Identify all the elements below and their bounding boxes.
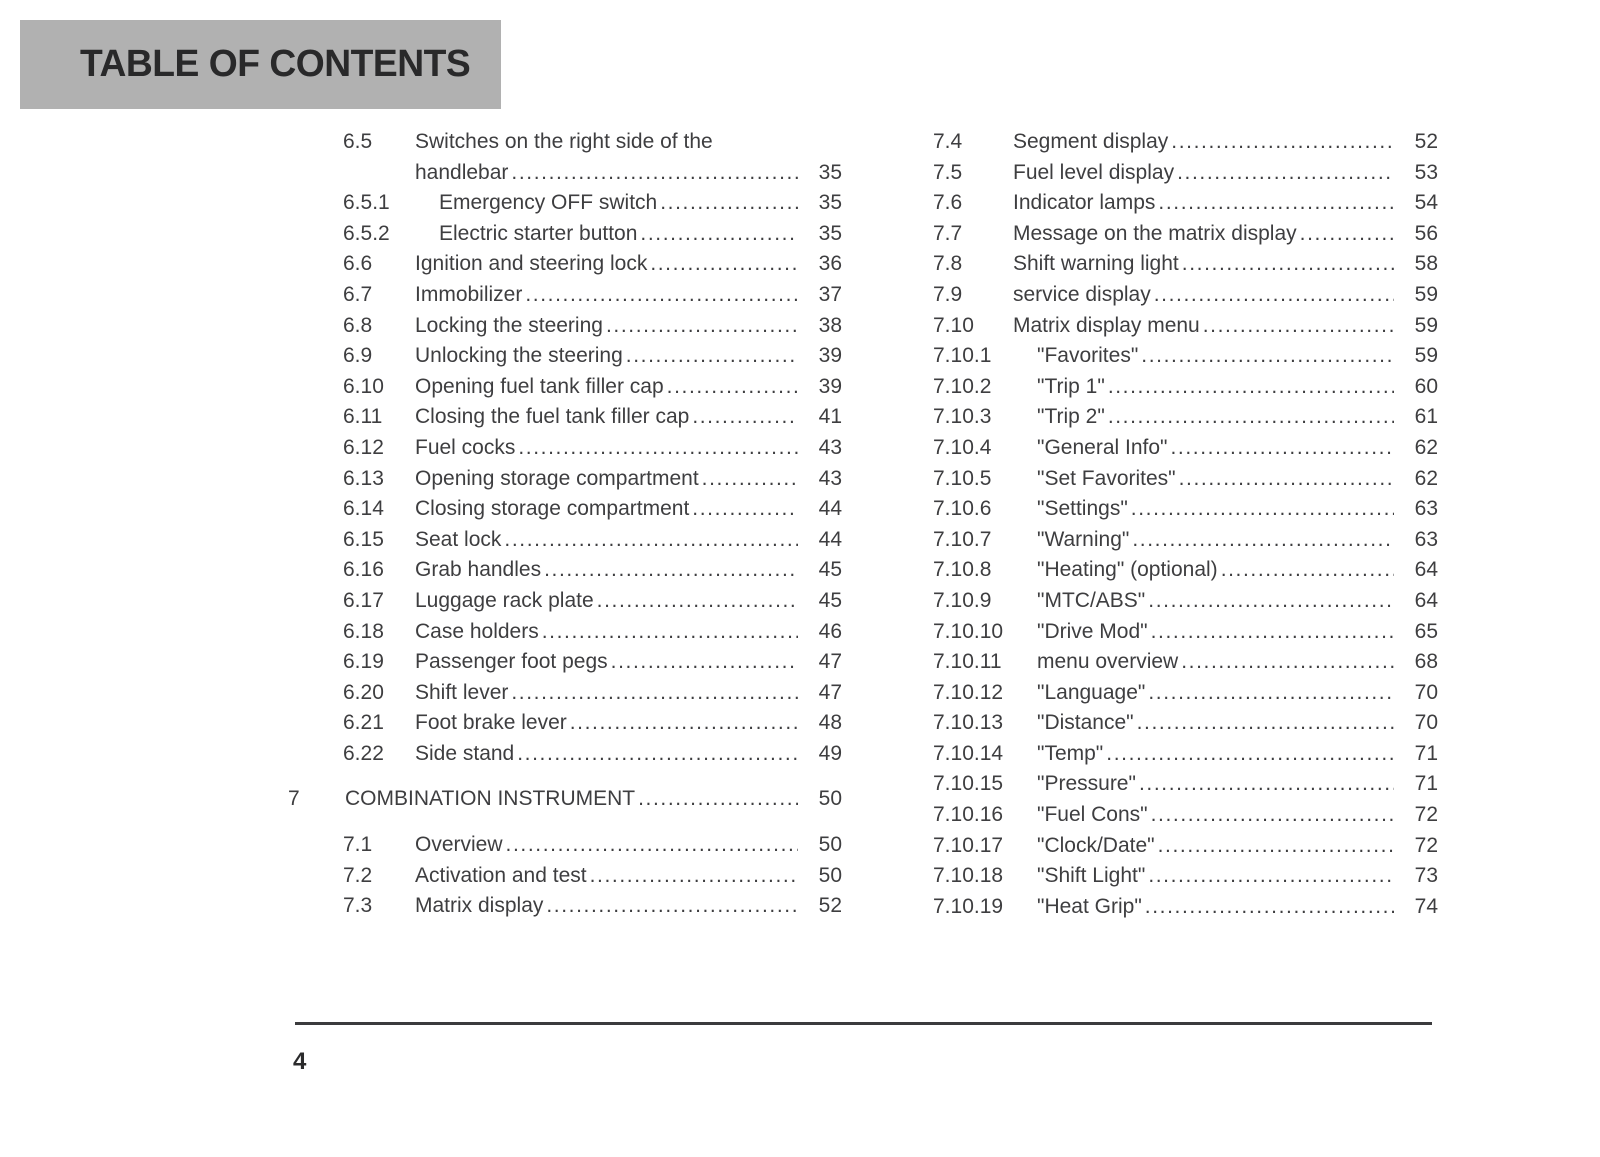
toc-entry-page: 39 [818,374,842,398]
toc-entry-page: 36 [818,252,842,276]
toc-entry-title: Opening fuel tank filler cap [415,374,664,398]
toc-entry [933,494,1438,525]
toc-entry-number: 6.14 [343,497,384,521]
dot-leader [542,617,798,648]
toc-entry-title: Shift warning light [1013,252,1179,276]
toc-entry-page: 47 [818,650,842,674]
toc-entry [933,341,1438,372]
toc-entry-title: Case holders [415,619,539,643]
toc-entry-page: 52 [818,894,842,918]
toc-entry-page: 58 [1414,252,1438,276]
toc-entry-number: 7.10.1 [933,344,992,368]
toc-entry [288,280,842,311]
toc-entry-title: "Favorites" [1037,344,1139,368]
toc-entry [288,647,842,678]
toc-entry-page: 41 [818,405,842,429]
toc-entry-number: 6.17 [343,588,384,612]
toc-entry-number: 7.3 [343,894,373,918]
footer-divider [295,1022,1432,1025]
toc-entry-number: 6.10 [343,374,384,398]
toc-entry-number: 7.10.5 [933,466,992,490]
toc-entry-title: "Fuel Cons" [1037,803,1148,827]
toc-entry-number: 7.10.13 [933,711,1004,735]
toc-entry-title: Luggage rack plate [415,588,594,612]
toc-entry-number: 7.10.10 [933,619,1004,643]
toc-entry-page: 74 [1414,894,1438,918]
toc-entry [288,402,842,433]
toc-entry-title: Switches on the right side of the [415,130,713,153]
toc-entry-title: Passenger foot pegs [415,650,608,674]
dot-leader [597,586,798,617]
toc-entry-title: Shift lever [415,680,509,704]
toc-entry-page: 65 [1414,619,1438,643]
toc-entry-page: 44 [818,497,842,521]
toc-entry-title: Locking the steering [415,313,603,337]
toc-entry [933,158,1438,189]
toc-entry-page: 73 [1414,864,1438,888]
toc-entry [933,219,1438,250]
toc-entry-number: 6.5.1 [343,191,390,215]
toc-column-right [933,127,1438,922]
toc-entry-number: 6.15 [343,527,384,551]
toc-entry-title: "Temp" [1037,741,1104,765]
dot-leader [1145,892,1394,923]
dot-leader [1181,647,1394,678]
toc-entry-number: 7.10.19 [933,894,1004,918]
toc-entry-number: 7.4 [933,130,963,153]
toc-entry-number: 7.10.4 [933,435,992,459]
dot-leader [692,494,798,525]
toc-entry-number: 7.1 [343,833,373,857]
toc-entry [288,617,842,648]
toc-entry [288,586,842,617]
toc-entry-title: Matrix display menu [1013,313,1200,337]
toc-entry-number: 7.10.2 [933,374,992,398]
toc-entry-page: 50 [818,787,842,811]
toc-entry-page: 43 [818,466,842,490]
toc-entry-page: 35 [818,191,842,215]
dot-leader [544,555,798,586]
toc-entry [288,891,842,922]
dot-leader [1177,158,1394,189]
dot-leader [1158,831,1394,862]
toc-entry-number: 6.12 [343,435,384,459]
toc-entry [933,311,1438,342]
dot-leader [1131,494,1394,525]
toc-column-left [288,127,842,922]
toc-entry-page: 59 [1414,282,1438,306]
dot-leader [692,402,798,433]
toc-entry-page: 60 [1414,374,1438,398]
toc-entry-title: "Trip 1" [1037,374,1105,398]
toc-entry-title: Opening storage compartment [415,466,699,490]
toc-entry [933,647,1438,678]
dot-leader [660,188,798,219]
dot-leader [1139,769,1394,800]
toc-entry-number: 6.9 [343,344,373,368]
dot-leader [504,525,798,556]
toc-entry-line [343,158,842,189]
toc-entry-title: Activation and test [415,863,587,887]
toc-entry-title: Emergency OFF switch [439,191,658,215]
toc-entry [288,525,842,556]
toc-entry-page: 39 [818,344,842,368]
dot-leader [525,280,798,311]
toc-entry-line [343,127,842,158]
toc-entry-number: 7.5 [933,160,963,184]
toc-entry-page: 37 [818,282,842,306]
toc-entry-page: 53 [1414,160,1438,184]
toc-entry-number: 6.16 [343,558,384,582]
toc-entry-title: Immobilizer [415,282,523,306]
toc-entry [288,830,842,861]
toc-entry-number: 7.10.11 [933,650,1002,674]
page-title-banner [20,20,501,109]
dot-leader [1151,617,1394,648]
toc-entry-page: 35 [818,160,842,184]
toc-entry-number: 6.20 [343,680,384,704]
toc-entry [933,831,1438,862]
toc-entry-number: 6.8 [343,313,373,337]
toc-entry-page: 44 [818,527,842,551]
toc-entry-number: 6.6 [343,252,373,276]
toc-entry [933,433,1438,464]
toc-entry [933,861,1438,892]
toc-entry [288,464,842,495]
toc-entry-title: handlebar [415,160,509,184]
page-title: TABLE OF CONTENTS [80,43,471,85]
toc-entry [288,249,842,280]
dot-leader [546,891,798,922]
dot-leader [518,433,798,464]
dot-leader [1108,402,1394,433]
dot-leader [570,708,798,739]
toc-entry [288,784,842,815]
toc-entry-page: 61 [1414,405,1438,429]
toc-entry-page: 59 [1414,344,1438,368]
toc-entry-page: 64 [1414,558,1438,582]
toc-entry-number: 6.11 [343,405,383,429]
dot-leader [1171,127,1394,158]
dot-leader [626,341,798,372]
toc-entry-title: Unlocking the steering [415,344,623,368]
dot-leader [667,372,798,403]
dot-leader [1108,372,1394,403]
toc-entry-number: 7.6 [933,191,963,215]
toc-entry-title: "Shift Light" [1037,864,1146,888]
toc-entry-title: "Settings" [1037,497,1128,521]
dot-leader [1221,555,1394,586]
toc-entry-title: "Pressure" [1037,772,1136,796]
dot-leader [1170,433,1394,464]
toc-entry-title: "Distance" [1037,711,1134,735]
dot-leader [1182,249,1394,280]
dot-leader [1132,525,1394,556]
dot-leader [611,647,798,678]
toc-entry-page: 46 [818,619,842,643]
toc-entry-title: "Clock/Date" [1037,833,1155,857]
toc-entry [933,280,1438,311]
toc-entry [288,555,842,586]
dot-leader [638,784,798,815]
dot-leader [1151,800,1394,831]
toc-entry-number: 6.18 [343,619,384,643]
toc-entry [933,249,1438,280]
toc-entry [288,311,842,342]
toc-entry-page: 45 [818,558,842,582]
toc-entry-title: "Trip 2" [1037,405,1105,429]
dot-leader [511,678,798,709]
toc-entry-page: 49 [818,741,842,765]
toc-entry [933,402,1438,433]
toc-entry [933,372,1438,403]
toc-entry-title: Electric starter button [439,221,638,245]
toc-entry-title: Overview [415,833,503,857]
toc-entry [933,525,1438,556]
toc-entry-page: 72 [1414,803,1438,827]
toc-entry-title: COMBINATION INSTRUMENT [345,787,636,811]
toc-entry-number: 6.5 [343,130,373,153]
toc-entry [933,739,1438,770]
toc-entry-page: 52 [1414,130,1438,153]
toc-entry-title: Side stand [415,741,515,765]
toc-entry-title: Indicator lamps [1013,191,1156,215]
toc-entry-page: 50 [818,863,842,887]
dot-leader [1141,341,1394,372]
toc-entry-page: 62 [1414,435,1438,459]
toc-entry [288,372,842,403]
toc-entry-page: 72 [1414,833,1438,857]
dot-leader [1179,464,1394,495]
toc-entry-page: 47 [818,680,842,704]
toc-entry-page: 71 [1414,741,1438,765]
toc-entry-number: 7.10.3 [933,405,992,429]
toc-entry-page: 62 [1414,466,1438,490]
toc-entry-title: "MTC/ABS" [1037,588,1146,612]
toc-entry-number: 6.22 [343,741,384,765]
toc-entry-number: 7.10.18 [933,864,1004,888]
toc-entry-title: Closing the fuel tank filler cap [415,405,690,429]
dot-leader [640,219,798,250]
toc-entry-number: 7.10.17 [933,833,1004,857]
toc-entry [288,678,842,709]
toc-entry-title: service display [1013,282,1151,306]
toc-entry-number: 6.19 [343,650,384,674]
dot-leader [606,311,798,342]
dot-leader [1148,586,1394,617]
toc-entry-title: Grab handles [415,558,542,582]
toc-entry-title: "Language" [1037,680,1146,704]
toc-entry [288,341,842,372]
dot-leader [1203,311,1394,342]
toc-entry-title: "Heat Grip" [1037,894,1142,918]
toc-entry-number: 7.10.8 [933,558,992,582]
toc-entry-page: 59 [1414,313,1438,337]
toc-entry-page: 48 [818,711,842,735]
toc-entry [933,555,1438,586]
dot-leader [1148,861,1394,892]
toc-entry-title: "General Info" [1037,435,1168,459]
toc-entry-number: 7.2 [343,863,373,887]
toc-entry-number: 7.10 [933,313,974,337]
toc-entry [288,127,842,188]
dot-leader [1137,708,1394,739]
toc-entry-page: 68 [1414,650,1438,674]
toc-entry [933,892,1438,923]
toc-entry [933,678,1438,709]
toc-entry-number: 7.8 [933,252,963,276]
toc-entry [933,188,1438,219]
dot-leader [1148,678,1394,709]
dot-leader [1300,219,1394,250]
dot-leader [702,464,798,495]
toc-entry-number: 7.7 [933,221,963,245]
dot-leader [1106,739,1394,770]
toc-entry-number: 7.10.15 [933,772,1004,796]
toc-entry-page: 64 [1414,588,1438,612]
toc-entry-number: 7.10.14 [933,741,1004,765]
toc-entry-page: 50 [818,833,842,857]
toc-entry-number: 7.10.9 [933,588,992,612]
toc-entry [288,708,842,739]
toc-entry-title: Message on the matrix display [1013,221,1297,245]
dot-leader [506,830,798,861]
toc-entry [933,800,1438,831]
toc-entry-page: 35 [818,221,842,245]
toc-entry-number: 7.10.6 [933,497,992,521]
dot-leader [650,249,798,280]
toc-entry-title: "Set Favorites" [1037,466,1176,490]
toc-entry-page: 63 [1414,497,1438,521]
dot-leader [1154,280,1394,311]
toc-entry-page: 63 [1414,527,1438,551]
toc-entry-number: 6.7 [343,282,373,306]
toc-entry-number: 7.9 [933,282,963,306]
dot-leader [590,861,798,892]
toc-entry-title: Fuel level display [1013,160,1175,184]
toc-entry [288,219,842,250]
toc-entry-page: 56 [1414,221,1438,245]
toc-entry-title: Ignition and steering lock [415,252,648,276]
toc-entry-title: Foot brake lever [415,711,567,735]
toc-entry [288,433,842,464]
toc-entry-page: 38 [818,313,842,337]
toc-entry-title: Segment display [1013,130,1169,153]
toc-entry-number: 6.13 [343,466,384,490]
toc-entry-page: 45 [818,588,842,612]
dot-leader [517,739,798,770]
toc-entry-page: 43 [818,435,842,459]
toc-entry-page: 54 [1414,191,1438,215]
toc-entry-number: 6.5.2 [343,221,390,245]
dot-leader [511,158,798,189]
toc-entry [933,127,1438,158]
toc-entry-title: Closing storage compartment [415,497,690,521]
toc-entry-title: "Warning" [1037,527,1130,551]
toc-entry-number: 7.10.12 [933,680,1004,704]
toc-entry [933,617,1438,648]
toc-entry-title: Seat lock [415,527,502,551]
toc-entry [288,739,842,770]
toc-entry-number: 7.10.16 [933,803,1004,827]
toc-entry [933,708,1438,739]
toc-entry-title: "Drive Mod" [1037,619,1148,643]
page-number: 4 [293,1048,307,1075]
toc-entry [933,586,1438,617]
toc-entry-title: Matrix display [415,894,544,918]
toc-entry [288,188,842,219]
toc-entry-number: 7 [288,787,300,811]
toc-entry-title: Fuel cocks [415,435,516,459]
toc-entry [288,861,842,892]
toc-entry [933,464,1438,495]
toc-entry-page: 70 [1414,711,1438,735]
toc-entry-page: 71 [1414,772,1438,796]
toc-entry-number: 7.10.7 [933,527,992,551]
toc-entry-title: menu overview [1037,650,1179,674]
toc-entry-title: "Heating" (optional) [1037,558,1218,582]
toc-entry-page: 70 [1414,680,1438,704]
toc-entry-number: 6.21 [343,711,384,735]
dot-leader [1158,188,1394,219]
toc-entry [288,494,842,525]
toc-entry [933,769,1438,800]
